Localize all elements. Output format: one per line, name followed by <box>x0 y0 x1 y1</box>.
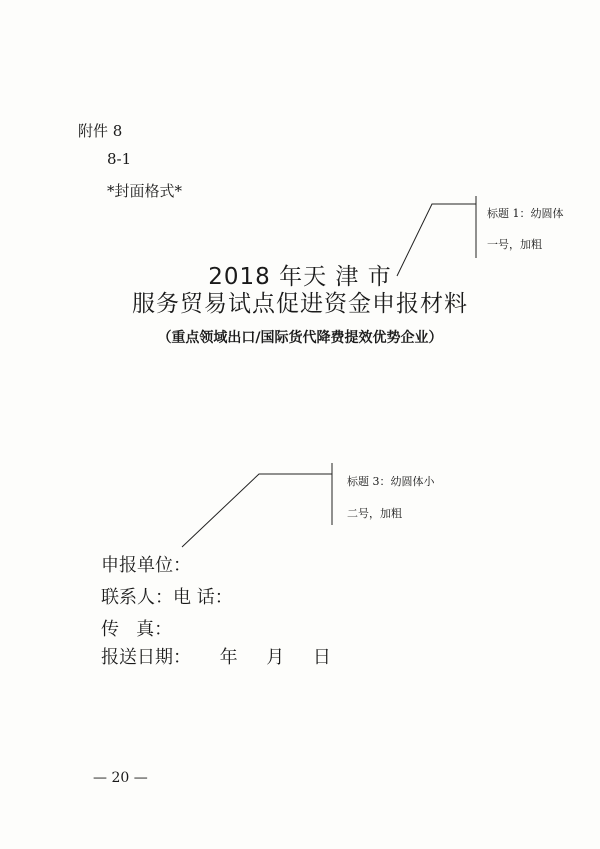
title3-annotation-line1: 标题 3：幼圆体小 <box>347 475 435 488</box>
fax-field-label: 传 真： <box>101 619 173 640</box>
cover-title-line2: 服务贸易试点促进资金申报材料 <box>132 291 468 317</box>
sub-number: 8-1 <box>107 150 132 168</box>
title1-annotation-line2: 一号，加粗 <box>487 238 542 251</box>
format-label: *封面格式* <box>107 182 183 200</box>
cover-subtitle: （重点领域出口/国际货代降费提效优势企业） <box>157 330 443 346</box>
applicant-field-label: 申报单位： <box>101 555 191 576</box>
date-field-label: 报送日期： 年 月 日 <box>101 647 331 668</box>
title3-annotation-line2: 二号，加粗 <box>347 507 402 520</box>
title1-annotation-line1: 标题 1：幼圆体 <box>487 207 564 220</box>
cover-title-line1: 2018 年天 津 市 <box>208 264 392 290</box>
attachment-label: 附件 8 <box>78 122 123 140</box>
contact-field-label: 联系人：电 话： <box>101 587 233 608</box>
page-number: — 20 — <box>93 770 148 786</box>
callout-line-title3 <box>182 474 332 547</box>
